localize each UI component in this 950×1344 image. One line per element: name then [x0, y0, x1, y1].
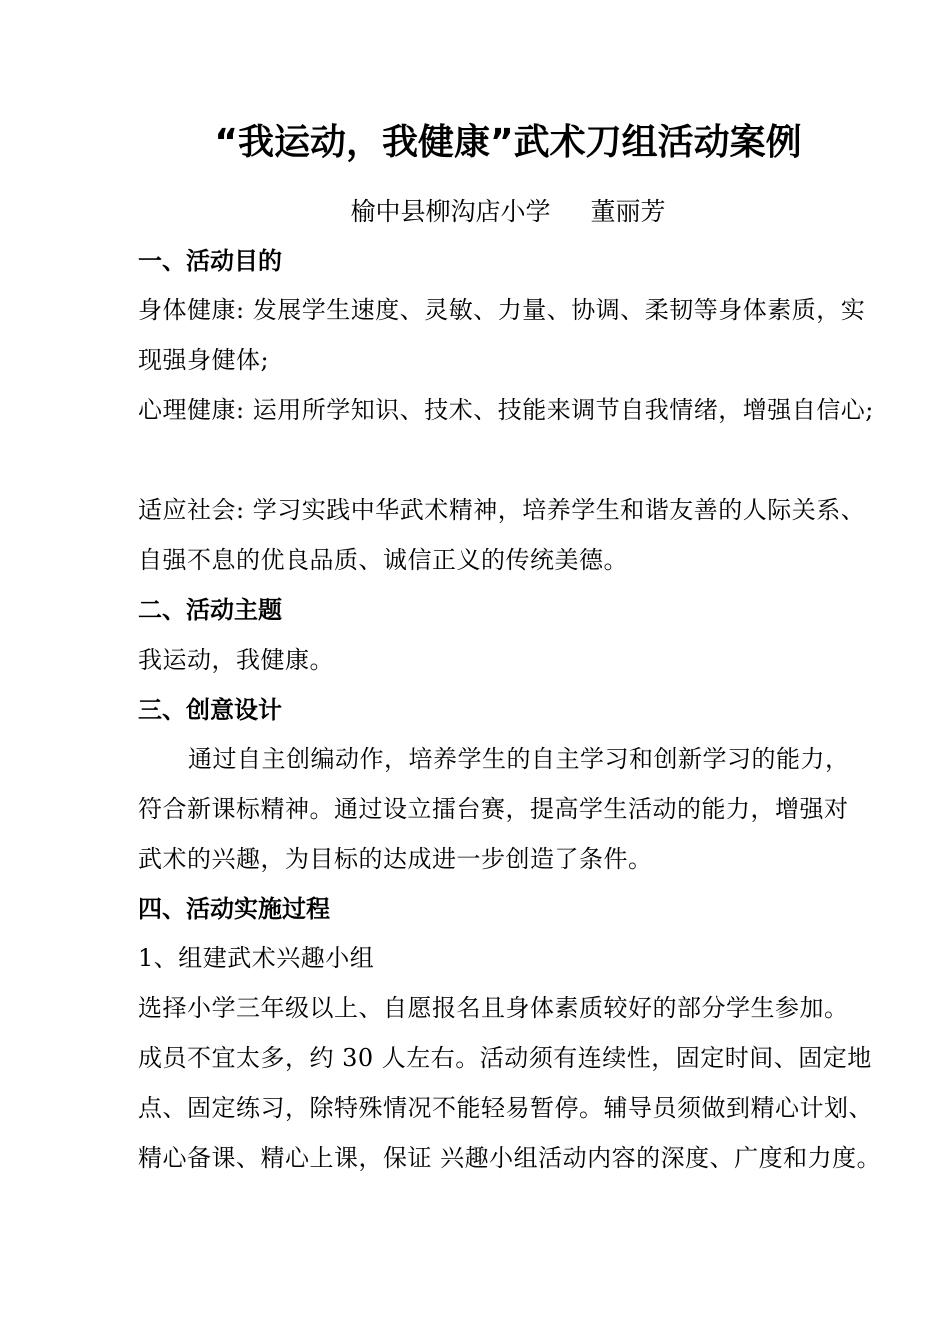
- byline: [138, 192, 878, 232]
- paragraph-line: 身体健康: 发展学生速度、灵敏、力量、协调、柔韧等身体素质，实: [138, 296, 866, 324]
- school-name: 榆中县柳沟店小学: [350, 197, 551, 226]
- author-name: 董丽芳: [590, 197, 666, 226]
- section-heading-2: 二、活动主题: [138, 596, 282, 624]
- paragraph-line: 武术的兴趣，为目标的达成进一步创造了条件。: [138, 845, 653, 873]
- section-heading-3: 三、创意设计: [138, 696, 282, 724]
- paragraph-line: 符合新课标精神。通过设立擂台赛，提高学生活动的能力，增强对: [138, 795, 849, 823]
- paragraph-line: 点、固定练习，除特殊情况不能轻易暂停。辅导员须做到精心计划、: [138, 1094, 873, 1122]
- paragraph-line: 现强身健体;: [138, 346, 270, 374]
- paragraph-line: 我运动，我健康。: [138, 646, 334, 674]
- paragraph-line: 通过自主创编动作，培养学生的自主学习和创新学习的能力，: [188, 745, 850, 773]
- paragraph-line: 精心备课、精心上课，保证 兴趣小组活动内容的深度、广度和力度。: [138, 1144, 882, 1172]
- paragraph-line: 选择小学三年级以上、自愿报名且身体素质较好的部分学生参加。: [138, 994, 849, 1022]
- paragraph-line: 适应社会: 学习实践中华武术精神，培养学生和谐友善的人际关系、: [138, 496, 866, 524]
- paragraph-line: 成员不宜太多，约 30 人左右。活动须有连续性，固定时间、固定地: [138, 1044, 872, 1072]
- paragraph-line: 心理健康: 运用所学知识、技术、技能来调节自我情绪，增强自信心;: [138, 396, 874, 424]
- paragraph-line: 自强不息的优良品质、诚信正义的传统美德。: [138, 546, 628, 574]
- document-title: “我运动，我健康”武术刀组活动案例: [214, 122, 802, 163]
- section-heading-4: 四、活动实施过程: [138, 895, 330, 923]
- section-heading-1: 一、活动目的: [138, 247, 282, 275]
- paragraph-line: 1、组建武术兴趣小组: [138, 944, 375, 972]
